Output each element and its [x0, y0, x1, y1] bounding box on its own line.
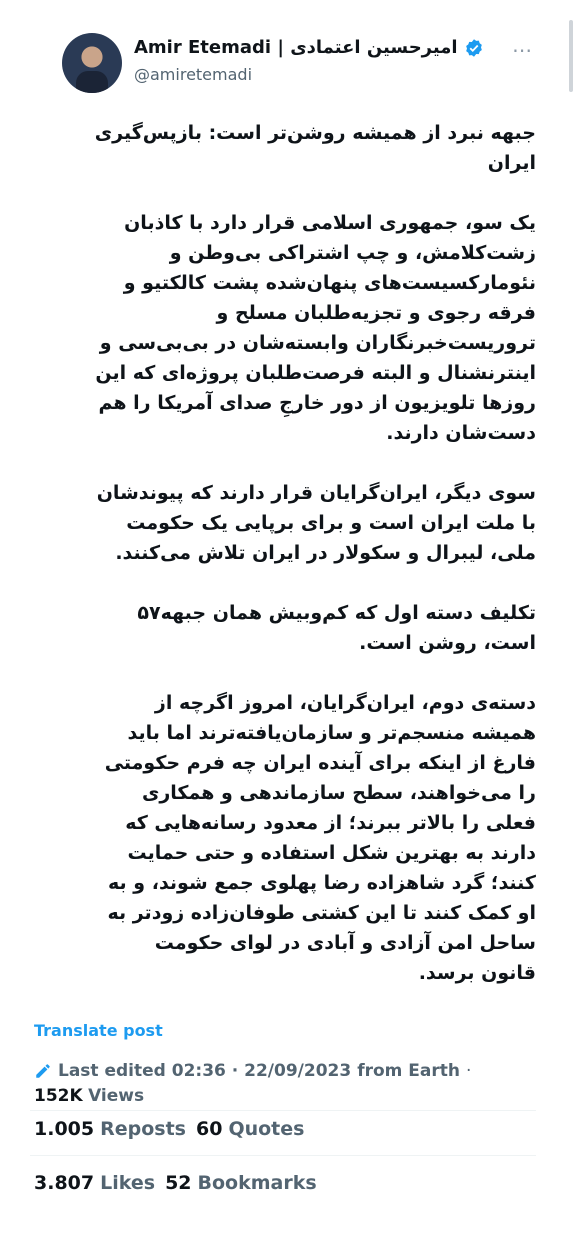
reposts-stat[interactable]	[34, 1118, 186, 1140]
scrollbar[interactable]	[569, 20, 573, 92]
edit-meta	[34, 1061, 471, 1081]
avatar[interactable]	[62, 33, 122, 93]
quotes-stat[interactable]	[196, 1118, 304, 1140]
author-handle[interactable]: @amiretemadi	[134, 65, 253, 84]
author-display-name[interactable]: Amir Etemadi | امیرحسین اعتمادی	[134, 37, 458, 58]
translate-post-link[interactable]: Translate post	[34, 1021, 163, 1040]
like-stats	[34, 1172, 317, 1194]
more-options-icon[interactable]: ⋯	[512, 38, 533, 62]
pencil-edit-icon	[34, 1062, 52, 1080]
likes-stat[interactable]	[34, 1172, 155, 1194]
tweet-header	[62, 33, 562, 93]
reposts-count: 1.005	[34, 1118, 95, 1140]
verified-badge-icon	[464, 38, 484, 58]
tweet-paragraph: دسته‌ی دوم، ایران‌گرایان، امروز اگرچه از همیشه منسجم‌تر و سازمان‌یافته‌ترند اما باید فارغ از اینکه برای آینده ایران چه فرم حکومتی را می‌خواهند، سطح سازماندهی و همکاری فعلی را بالاتر ببرند؛ از معدود رسانه‌هایی که دارند به بهترین شکل استفاده و حتی حمایت کنند؛ گرد شاهزاده رضا پهلوی جمع شوند، و به او کمک کنند تا این کشتی طوفان‌زاده زودتر به ساحل امن آزادی و آبادی در لوای حکومت قانون برسد.	[104, 692, 536, 984]
tweet-text	[30, 118, 536, 1018]
divider	[30, 1155, 536, 1156]
tweet-paragraph: سوی دیگر، ایران‌گرایان قرار دارند که پیوندشان با ملت ایران است و برای برپایی یک حکومت ملی، لیبرال و سکولار در ایران تلاش می‌کنند.	[96, 482, 536, 564]
last-edited-link[interactable]: Last edited 02:36 · 22/09/2023	[58, 1061, 352, 1081]
quotes-count: 60	[195, 1118, 223, 1140]
views	[34, 1086, 144, 1106]
quotes-label: Quotes	[228, 1118, 305, 1140]
likes-count: 3.807	[34, 1172, 95, 1194]
meta-separator: ·	[466, 1061, 472, 1081]
tweet-paragraph: جبهه نبرد از همیشه روشن‌تر است: بازپس‌گیری ایران	[94, 122, 536, 174]
bookmarks-count: 52	[165, 1172, 192, 1194]
author-name-row	[134, 37, 484, 58]
bookmarks-stat[interactable]	[165, 1172, 317, 1194]
source-label: from Earth	[357, 1061, 460, 1081]
repost-stats	[34, 1118, 304, 1140]
views-label: Views	[88, 1086, 145, 1106]
tweet-paragraph: تکلیف دسته اول که کم‌وبیش همان جبهه۵۷ است، روشن است.	[137, 602, 536, 654]
views-count: 152K	[34, 1086, 83, 1106]
tweet-paragraph: یک سو، جمهوری اسلامی قرار دارد با کاذبان زشت‌کلامش، و چپ اشتراکی بی‌وطن و نئومارکسیست‌های پنهان‌شده پشت کالکتیو و فرقه رجوی و تجزیه‌طلبان مسلح و تروریست‌خبرنگاران وابسته‌شان در بی‌بی‌سی و اینترنشنال و البته فرصت‌طلبان پروژه‌ای که این روزها تلویزیون از دور خارجِ صدای آمریکا را هم دست‌شان دارند.	[95, 212, 536, 444]
reposts-label: Reposts	[100, 1118, 186, 1140]
bookmarks-label: Bookmarks	[197, 1172, 317, 1194]
likes-label: Likes	[100, 1172, 156, 1194]
divider	[30, 1110, 536, 1111]
